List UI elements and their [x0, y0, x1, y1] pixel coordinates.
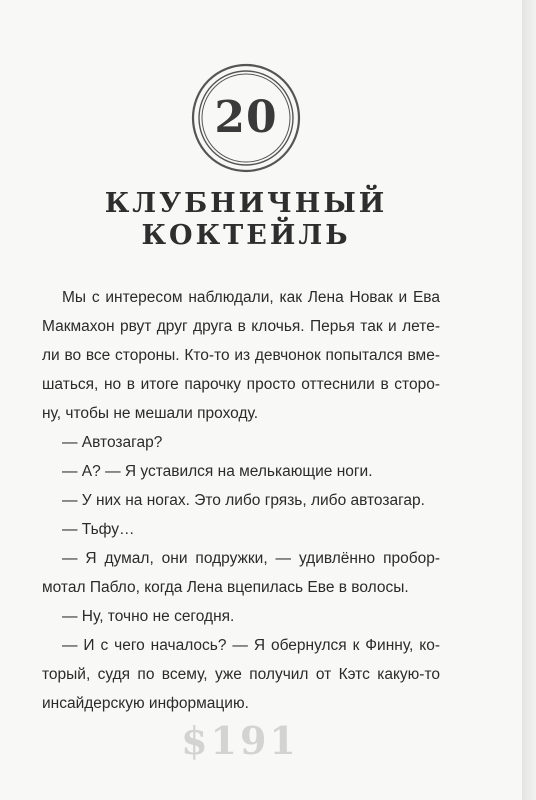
text-line: Макмахон рвут друг друга в клочья. Перья так и лете-: [42, 318, 440, 335]
text-line: — И с чего началось? — Я обернулся к Финну, ко-: [62, 637, 440, 654]
text-line: мотал Пабло, когда Лена вцепилась Еве в волосы.: [42, 579, 409, 596]
text-line: — Тьфу…: [62, 521, 135, 538]
text-line: — Автозагар?: [62, 434, 163, 451]
text-line: — А? — Я уставился на мелькающие ноги.: [62, 463, 373, 480]
text-line: инсайдерскую информацию.: [42, 695, 249, 712]
text-line: Мы с интересом наблюдали, как Лена Новак и Ева: [62, 289, 440, 306]
chapter-title-line-1: КЛУБНИЧНЫЙ: [104, 188, 388, 219]
chapter-emblem: [190, 62, 302, 174]
chapter-title-line-2: КОКТЕЙЛЬ: [141, 220, 351, 251]
page-gutter: [522, 0, 536, 800]
text-line: торый, судя по всему, уже получил от Кэтс какую-то: [42, 666, 440, 683]
text-line: — Я думал, они подружки, — удивлённо пробор-: [62, 550, 440, 567]
text-line: ну, чтобы не мешали проходу.: [42, 405, 259, 422]
text-line: ли во все стороны. Кто-то из девчонок попытался вме-: [42, 347, 440, 364]
chapter-number: 20: [214, 92, 278, 143]
page-number: $191: [181, 718, 299, 763]
body-text: [42, 283, 440, 718]
text-line: — У них на ногах. Это либо грязь, либо автозагар.: [62, 492, 425, 509]
text-line: шаться, но в итоге парочку просто оттеснили в сторо-: [42, 376, 440, 393]
text-line: — Ну, точно не сегодня.: [62, 608, 235, 625]
chapter-title: [60, 188, 432, 252]
